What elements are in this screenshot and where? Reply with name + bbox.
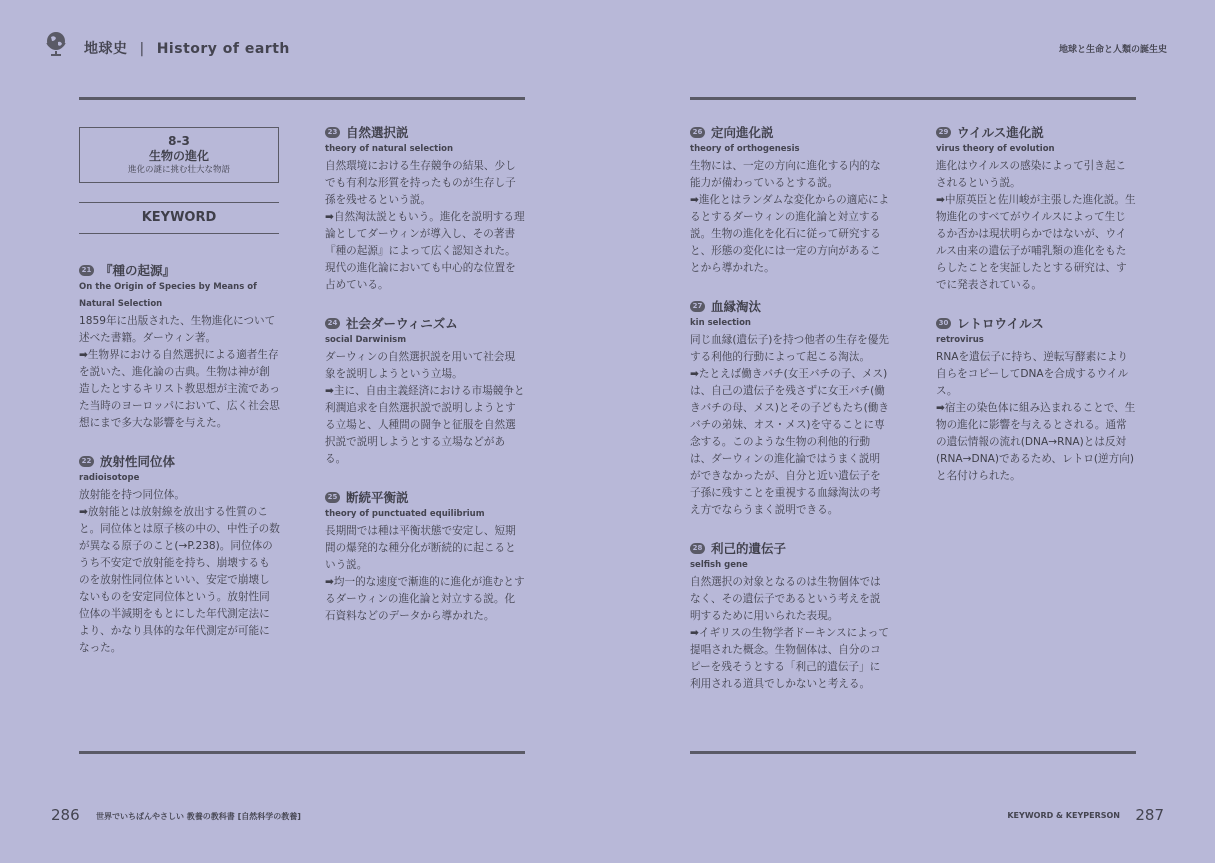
entry-detail bbox=[690, 625, 890, 693]
entry-english: social Darwinism bbox=[325, 335, 407, 345]
keyword-entry bbox=[79, 453, 280, 657]
entry-detail-text: 進化とはランダムな変化からの適応によるとするダーウィンの進化論と対立する説。生物の進化を化石に従って研究すると、形態の変化には一定の方向があることから導かれた。 bbox=[690, 194, 890, 274]
entry-detail bbox=[79, 504, 280, 657]
entry-number-badge: 30 bbox=[936, 318, 951, 329]
column-2 bbox=[325, 124, 525, 646]
entry-definition: 放射能を持つ同位体。 bbox=[79, 489, 185, 501]
entry-number-badge: 22 bbox=[79, 456, 94, 467]
entry-title: 利己的遺伝子 bbox=[711, 541, 787, 556]
keyword-entry bbox=[325, 489, 525, 625]
keyword-entry bbox=[936, 315, 1136, 485]
arrow-icon: ➡ bbox=[325, 211, 334, 223]
entry-detail bbox=[690, 366, 890, 519]
arrow-icon: ➡ bbox=[690, 368, 699, 380]
keyword-entry bbox=[690, 540, 890, 693]
entry-detail bbox=[325, 209, 525, 294]
entry-heading bbox=[690, 298, 890, 315]
entry-english: theory of orthogenesis bbox=[690, 144, 800, 154]
entry-heading bbox=[325, 124, 525, 141]
entry-detail bbox=[325, 383, 525, 468]
entry-number-badge: 27 bbox=[690, 301, 705, 312]
entry-english: On the Origin of Species by Means of Natural Selection bbox=[79, 282, 257, 309]
arrow-icon: ➡ bbox=[79, 349, 88, 361]
chapter-title-box bbox=[79, 127, 279, 183]
entry-english: retrovirus bbox=[936, 335, 984, 345]
section-header bbox=[84, 38, 290, 58]
arrow-icon: ➡ bbox=[936, 402, 945, 414]
chapter-number: 8-3 bbox=[168, 134, 190, 148]
entry-definition: 同じ血縁(遺伝子)を持つ他者の生存を優先する利他的行動によって起こる淘汰。 bbox=[690, 334, 889, 363]
entry-detail-text: 主に、自由主義経済における市場競争と利潤追求を自然選択説で説明しようとする立場と、人種間の闘争と征服を自然選択説で説明しようとする立場などがある。 bbox=[325, 385, 525, 465]
entry-heading bbox=[690, 540, 890, 557]
entry-title: 自然選択説 bbox=[346, 125, 409, 140]
arrow-icon: ➡ bbox=[79, 506, 88, 518]
entry-heading bbox=[79, 262, 280, 279]
footer-section-title: KEYWORD & KEYPERSON bbox=[1007, 811, 1120, 820]
running-title: 地球と生命と人類の誕生史 bbox=[1058, 45, 1167, 55]
keyword-heading: KEYWORD bbox=[79, 202, 279, 234]
entry-definition: 長期間では種は平衡状態で安定し、短期間の爆発的な種分化が断続的に起こるという説。 bbox=[325, 525, 516, 571]
entry-number-badge: 21 bbox=[79, 265, 94, 276]
entry-title: 血縁淘汰 bbox=[711, 299, 762, 314]
entry-heading bbox=[325, 489, 525, 506]
entry-title: 断続平衡説 bbox=[346, 490, 409, 505]
keyword-entry bbox=[325, 315, 525, 468]
globe-icon bbox=[44, 30, 70, 56]
entry-detail bbox=[936, 400, 1136, 485]
keyword-entry bbox=[690, 124, 890, 277]
entry-detail-text: 中原英臣と佐川峻が主張した進化説。生物進化のすべてがウイルスによって生じるか否かは現状明らかではないが、ウイルス由来の遺伝子が哺乳類の進化をもたらしたことを実証したとする研究は、すでに発表されている。 bbox=[936, 194, 1136, 291]
entry-heading bbox=[79, 453, 280, 470]
chapter-subtitle: 進化の謎に挑む壮大な物語 bbox=[127, 165, 230, 175]
top-rule-right bbox=[690, 97, 1136, 100]
bottom-rule-right bbox=[690, 751, 1136, 754]
entry-number-badge: 25 bbox=[325, 492, 340, 503]
column-1 bbox=[79, 262, 280, 678]
entry-title: 『種の起源』 bbox=[100, 263, 176, 278]
entry-detail bbox=[936, 192, 1136, 294]
entry-definition: 進化はウイルスの感染によって引き起こされるという説。 bbox=[936, 160, 1127, 189]
header-separator: | bbox=[139, 41, 145, 57]
entry-number-badge: 28 bbox=[690, 543, 705, 554]
right-page-number: 287 bbox=[1135, 806, 1164, 824]
entry-heading bbox=[936, 315, 1136, 332]
entry-number-badge: 24 bbox=[325, 318, 340, 329]
entry-title: 定向進化説 bbox=[711, 125, 774, 140]
entry-definition: 1859年に出版された、生物進化について述べた書籍。ダーウィン著。 bbox=[79, 315, 276, 344]
entry-english: theory of punctuated equilibrium bbox=[325, 509, 485, 519]
column-3 bbox=[690, 124, 890, 714]
entry-detail-text: 均一的な速度で漸進的に進化が進むとするダーウィンの進化論と対立する説。化石資料などのデータから導かれた。 bbox=[325, 576, 525, 622]
entry-heading bbox=[325, 315, 525, 332]
top-rule-left bbox=[79, 97, 525, 100]
left-page-number: 286 bbox=[51, 806, 80, 824]
entry-english: radioisotope bbox=[79, 473, 140, 483]
entry-title: レトロウイルス bbox=[957, 316, 1044, 331]
section-title-jp: 地球史 bbox=[84, 41, 128, 57]
entry-number-badge: 29 bbox=[936, 127, 951, 138]
entry-detail-text: 自然淘汰説ともいう。進化を説明する理論としてダーウィンが導入し、その著書『種の起源』によって広く認知された。現代の進化論においても中心的な位置を占めている。 bbox=[325, 211, 525, 291]
entry-heading bbox=[690, 124, 890, 141]
entry-definition: RNAを遺伝子に持ち、逆転写酵素により自らをコピーしてDNAを合成するウイルス。 bbox=[936, 351, 1129, 397]
entry-english: theory of natural selection bbox=[325, 144, 454, 154]
entry-title: 社会ダーウィニズム bbox=[346, 316, 458, 331]
bottom-rule-left bbox=[79, 751, 525, 754]
section-title-en: History of earth bbox=[156, 41, 290, 57]
entry-title: ウイルス進化説 bbox=[957, 125, 1044, 140]
entry-definition: 生物には、一定の方向に進化する内的な能力が備わっているとする説。 bbox=[690, 160, 881, 189]
entry-number-badge: 26 bbox=[690, 127, 705, 138]
arrow-icon: ➡ bbox=[325, 576, 334, 588]
keyword-entry bbox=[936, 124, 1136, 294]
keyword-entry bbox=[325, 124, 525, 294]
entry-detail-text: 放射能とは放射線を放出する性質のこと。同位体とは原子核の中の、中性子の数が異なる原子のこと(→P.238)。同位体のうち不安定で放射能を持ち、崩壊するものを放射性同位体といい、安定で崩壊しないものを安定同位体という。放射性同位体の半減期をもとにした年代測定法により、かなり具体的な年代測定が可能になった。 bbox=[79, 506, 280, 654]
chapter-title: 生物の進化 bbox=[148, 149, 209, 163]
entry-definition: ダーウィンの自然選択説を用いて社会現象を説明しようという立場。 bbox=[325, 351, 516, 380]
arrow-icon: ➡ bbox=[936, 194, 945, 206]
entry-english: kin selection bbox=[690, 318, 751, 328]
keyword-entry bbox=[79, 262, 280, 432]
entry-detail-text: イギリスの生物学者ドーキンスによって提唱された概念。生物個体は、自分のコピーを残そうとする「利己的遺伝子」に利用される道具でしかないと考える。 bbox=[690, 627, 889, 690]
book-title: 世界でいちばんやさしい 教養の教科書 [自然科学の教養] bbox=[96, 812, 301, 821]
keyword-entry bbox=[690, 298, 890, 519]
entry-detail bbox=[325, 574, 525, 625]
entry-heading bbox=[936, 124, 1136, 141]
entry-english: selfish gene bbox=[690, 560, 748, 570]
entry-definition: 自然環境における生存競争の結果、少しでも有利な形質を持ったものが生存し子孫を残せるという説。 bbox=[325, 160, 516, 206]
entry-detail bbox=[690, 192, 890, 277]
entry-definition: 自然選択の対象となるのは生物個体ではなく、その遺伝子であるという考えを説明するために用いられた表現。 bbox=[690, 576, 881, 622]
entry-title: 放射性同位体 bbox=[100, 454, 176, 469]
column-4 bbox=[936, 124, 1136, 506]
arrow-icon: ➡ bbox=[690, 194, 699, 206]
entry-english: virus theory of evolution bbox=[936, 144, 1055, 154]
entry-detail-text: たとえば働きバチ(女王バチの子、メス)は、自己の遺伝子を残さずに女王バチ(働きバチの母、メス)とその子どもたち(働きバチの弟妹、オス・メス)を守ることに専念する。このような生物の利他的行動は、ダーウィンの進化論ではうまく説明ができなかったが、自分と近い遺伝子を子孫に残すことを重視する血縁淘汰の考え方でならうまく説明できる。 bbox=[690, 368, 889, 516]
entry-detail bbox=[79, 347, 280, 432]
entry-detail-text: 宿主の染色体に組み込まれることで、生物の進化に影響を与えるとされる。通常の遺伝情報の流れ(DNA→RNA)とは反対(RNA→DNA)であるため、レトロ(逆方向)と名付けられた。 bbox=[936, 402, 1136, 482]
entry-detail-text: 生物界における自然選択による適者生存を説いた、進化論の古典。生物は神が創造したとするキリスト教思想が主流であった当時のヨーロッパにおいて、広く社会思想にまで多大な影響を与えた。 bbox=[79, 349, 280, 429]
arrow-icon: ➡ bbox=[690, 627, 699, 639]
entry-number-badge: 23 bbox=[325, 127, 340, 138]
arrow-icon: ➡ bbox=[325, 385, 334, 397]
